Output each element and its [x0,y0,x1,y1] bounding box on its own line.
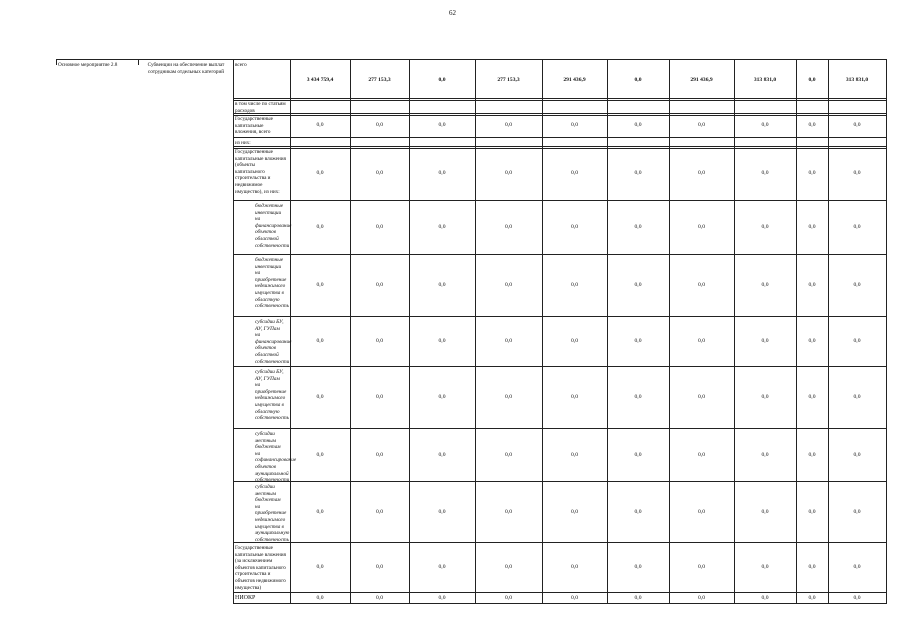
value-cell: 277 153,3 [497,77,520,83]
column-divider [290,59,291,604]
value-cell: 0,0 [634,170,642,176]
value-cell: 0,0 [634,451,642,458]
row-divider [233,115,886,116]
value-cell: 0,0 [316,170,324,176]
value-cell: 0,0 [505,122,512,128]
value-cell: 0,0 [571,224,578,230]
value-cell: 0,0 [438,77,446,83]
row-divider [233,592,886,593]
value-cell: 0,0 [376,594,383,601]
column-divider [475,59,476,604]
value-cell: 0,0 [634,394,642,400]
value-cell: 0,0 [634,122,642,128]
row-divider [233,316,886,317]
value-cell: 0,0 [698,508,705,515]
value-cell: 0,0 [316,338,324,344]
value-cell: 0,0 [316,451,324,458]
value-cell: 0,0 [808,224,816,230]
value-cell: 0,0 [376,122,383,128]
value-cell: 0,0 [853,564,861,570]
value-cell: 0,0 [634,77,642,83]
value-cell: 0,0 [571,451,578,458]
value-cell: 0,0 [438,451,446,458]
value-cell: 0,0 [634,224,642,230]
value-cell: 0,0 [761,594,769,601]
value-cell: 0,0 [853,451,861,458]
row-label: из них: [235,140,251,146]
value-cell: 0,0 [761,564,769,570]
value-cell: 0,0 [571,282,578,288]
value-cell: 0,0 [376,394,383,400]
value-cell: 0,0 [808,394,816,400]
value-cell: 0,0 [505,394,512,400]
value-cell: 0,0 [698,451,705,458]
row-label: бюджетные инвестиции на финансирование объектов областной собственности [255,203,292,249]
value-cell: 0,0 [698,282,705,288]
value-cell: 313 831,0 [753,77,777,83]
column-divider [734,59,735,604]
value-cell: 0,0 [761,394,769,400]
column-divider [886,59,887,604]
value-cell: 0,0 [316,394,324,400]
column-divider [796,59,797,604]
value-cell: 0,0 [438,394,446,400]
row-divider [233,603,886,604]
value-cell: 0,0 [438,508,446,515]
value-cell: 3 434 759,4 [306,77,334,83]
row-label: бюджетные инвестиции на приобретение недвижимого имущества в областную собственность [255,257,289,310]
value-cell: 0,0 [853,170,861,176]
value-cell: 0,0 [376,338,383,344]
column-divider [56,59,57,65]
value-cell: 0,0 [634,594,642,601]
value-cell: 0,0 [808,564,816,570]
value-cell: 0,0 [761,451,769,458]
value-cell: 0,0 [808,451,816,458]
value-cell: 0,0 [853,594,861,601]
value-cell: 0,0 [808,282,816,288]
row-divider [233,137,886,138]
value-cell: 0,0 [761,338,769,344]
value-cell: 0,0 [316,564,324,570]
column-divider [233,59,234,604]
row-divider [233,481,886,482]
value-cell: 0,0 [853,394,861,400]
value-cell: 0,0 [376,282,383,288]
row-label: в том числе по статьям расходов [235,101,286,114]
value-cell: 0,0 [808,77,816,83]
value-cell: 0,0 [505,224,512,230]
value-cell: 0,0 [376,508,383,515]
value-cell: 0,0 [853,224,861,230]
row-label: всего [235,62,247,68]
value-cell: 0,0 [438,170,446,176]
value-cell: 0,0 [808,508,816,515]
row-divider [233,428,886,429]
row-label: субсидии местным бюджетам на софинансирование объектов муниципальной собственности [255,431,297,484]
column-divider [607,59,608,604]
value-cell: 0,0 [808,594,816,601]
value-cell: 0,0 [571,594,578,601]
value-cell: 0,0 [634,508,642,515]
value-cell: 0,0 [316,282,324,288]
activity-title: Субвенции на обеспечение выплат сотрудникам отдельных категорий [147,62,225,75]
value-cell: 0,0 [316,122,324,128]
value-cell: 0,0 [761,224,769,230]
row-label: субсидии БУ, АУ, ГУПам на финансирование объектов областной собственности [255,319,292,365]
column-divider [409,59,410,604]
value-cell: 0,0 [571,170,578,176]
row-label: Государственные капитальные вложения, всего [235,116,273,136]
row-label: НИОКР [235,595,256,601]
value-cell: 0,0 [376,451,383,458]
value-cell: 0,0 [853,338,861,344]
value-cell: 291 436,9 [563,77,586,83]
value-cell: 0,0 [761,122,769,128]
value-cell: 0,0 [698,594,705,601]
value-cell: 0,0 [316,508,324,515]
value-cell: 0,0 [438,282,446,288]
row-divider [233,542,886,543]
row-divider [233,100,886,101]
value-cell: 0,0 [853,508,861,515]
value-cell: 0,0 [808,170,816,176]
value-cell: 277 153,3 [368,77,391,83]
value-cell: 0,0 [376,170,383,176]
value-cell: 0,0 [698,338,705,344]
value-cell: 0,0 [698,170,705,176]
value-cell: 0,0 [376,564,383,570]
value-cell: 0,0 [571,338,578,344]
value-cell: 0,0 [761,170,769,176]
value-cell: 0,0 [571,122,578,128]
value-cell: 0,0 [571,394,578,400]
value-cell: 0,0 [505,282,512,288]
row-label: Государственные капитальные вложения (объекты капитального строительства и недвижимое имущество), из них: [235,149,286,195]
value-cell: 0,0 [505,564,512,570]
row-divider [233,254,886,255]
value-cell: 0,0 [376,224,383,230]
row-divider [233,113,886,114]
column-divider [138,59,139,65]
value-cell: 0,0 [634,282,642,288]
value-cell: 0,0 [698,564,705,570]
value-cell: 0,0 [571,508,578,515]
value-cell: 0,0 [438,338,446,344]
table-frame [56,59,886,606]
value-cell: 0,0 [438,594,446,601]
value-cell: 0,0 [505,594,512,601]
column-divider [828,59,829,604]
value-cell: 0,0 [505,508,512,515]
value-cell: 0,0 [634,564,642,570]
value-cell: 0,0 [761,282,769,288]
value-cell: 0,0 [808,122,816,128]
value-cell: 0,0 [505,170,512,176]
value-cell: 0,0 [853,122,861,128]
value-cell: 0,0 [808,338,816,344]
value-cell: 0,0 [316,224,324,230]
row-divider [233,148,886,149]
value-cell: 313 831,0 [845,77,869,83]
value-cell: 0,0 [505,338,512,344]
value-cell: 0,0 [698,122,705,128]
row-divider [233,98,886,99]
activity-code: Основное мероприятие 2.8 [58,62,118,68]
value-cell: 0,0 [571,564,578,570]
row-label: Государственные капитальные вложения (за исключением объектов капитального строительства и объектов недвижимого имущества) [235,545,286,591]
column-divider [669,59,670,604]
row-divider [233,200,886,201]
value-cell: 0,0 [438,564,446,570]
value-cell: 0,0 [438,122,446,128]
value-cell: 0,0 [316,594,324,601]
row-divider [233,366,886,367]
page-number: 62 [449,9,456,17]
value-cell: 0,0 [698,224,705,230]
value-cell: 0,0 [698,394,705,400]
column-divider [542,59,543,604]
value-cell: 0,0 [505,451,512,458]
row-divider [233,146,886,147]
value-cell: 0,0 [761,508,769,515]
value-cell: 0,0 [853,282,861,288]
value-cell: 0,0 [438,224,446,230]
value-cell: 0,0 [634,338,642,344]
row-label: субсидии местным бюджетам на приобретение недвижимого имущества в муниципальную собственность [255,484,290,543]
row-label: субсидии БУ, АУ, ГУПам на приобретение недвижимого имущества в областную собственность [255,369,289,422]
column-divider [350,59,351,604]
value-cell: 291 436,9 [690,77,713,83]
